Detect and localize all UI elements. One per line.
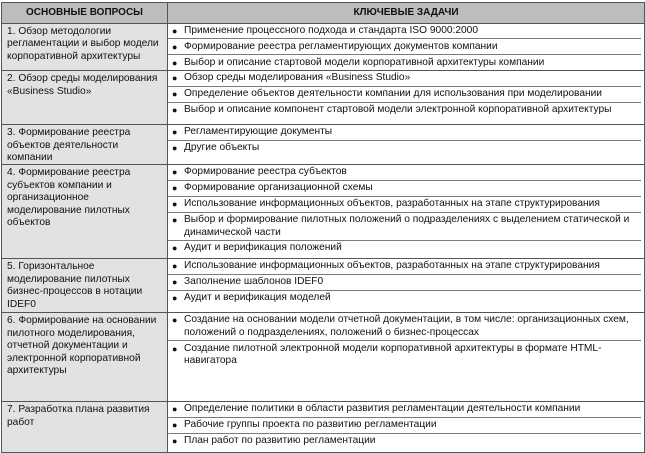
task-item	[168, 104, 641, 117]
task-item	[168, 292, 641, 305]
task-text: Применение процессного подхода и стандарта ISO 9000:2000	[184, 25, 479, 36]
bullet-icon: ●	[172, 315, 178, 326]
tasks-cell	[168, 313, 645, 402]
bullet-icon: ●	[172, 199, 178, 210]
question-cell: 7. Разработка плана развития работ	[2, 402, 168, 453]
task-item	[168, 242, 641, 255]
task-item	[168, 72, 641, 86]
task-item	[168, 57, 641, 70]
task-item	[168, 41, 641, 55]
task-text: Формирование реестра субъектов	[184, 166, 347, 178]
task-item	[168, 260, 641, 274]
task-item	[168, 403, 641, 417]
task-text: Использование информационных объектов, разработанных на этапе структурирования	[184, 198, 600, 210]
tasks-cell	[168, 125, 645, 165]
task-text: Другие объекты	[184, 142, 260, 154]
table-row	[2, 259, 645, 313]
task-text: Выбор и описание стартовой модели корпоративной архитектуры компании	[184, 56, 545, 68]
bullet-icon: ●	[172, 143, 178, 154]
question-cell: 4. Формирование реестра субъектов компании и организационное моделирование пилотных объектов	[2, 165, 168, 259]
question-cell: 2. Обзор среды моделирования «Business Studio»	[2, 71, 168, 125]
bullet-icon: ●	[172, 261, 178, 272]
bullet-icon: ●	[172, 57, 178, 68]
tasks-cell	[168, 71, 645, 125]
task-text: Аудит и верификация положений	[184, 242, 342, 254]
bullet-icon: ●	[172, 215, 178, 226]
bullet-icon: ●	[172, 127, 178, 138]
header-questions: ОСНОВНЫЕ ВОПРОСЫ	[2, 3, 168, 24]
task-item	[168, 435, 641, 448]
bullet-icon: ●	[172, 243, 178, 254]
table-row	[2, 313, 645, 402]
task-text: Выбор и описание компонент стартовой модели электронной корпоративной архитектуры	[184, 104, 612, 116]
task-item	[168, 88, 641, 102]
task-text: Обзор среды моделирования «Business Studio»	[184, 72, 411, 84]
question-cell: 5. Горизонтальное моделирование пилотных бизнес-процессов в нотации IDEF0	[2, 259, 168, 313]
tasks-cell	[168, 165, 645, 259]
bullet-icon: ●	[172, 41, 178, 52]
bullet-icon: ●	[172, 167, 178, 178]
bullet-icon: ●	[172, 404, 178, 415]
plan-table	[1, 2, 645, 453]
table-row	[2, 402, 645, 453]
task-text: Определение политики в области развития регламентации деятельности компании	[184, 403, 581, 415]
bullet-icon: ●	[172, 105, 178, 116]
table-row	[2, 125, 645, 165]
task-item	[168, 126, 641, 140]
question-cell: 3. Формирование реестра объектов деятельности компании	[2, 125, 168, 165]
task-text: Использование информационных объектов, разработанных на этапе структурирования	[184, 260, 600, 272]
task-item	[168, 343, 641, 369]
table-row	[2, 165, 645, 259]
task-item	[168, 276, 641, 290]
task-item	[168, 214, 641, 241]
task-text: Аудит и верификация моделей	[184, 292, 331, 304]
table-row	[2, 24, 645, 71]
task-text: Регламентирующие документы	[184, 126, 333, 138]
question-cell: 6. Формирование на основании пилотного моделирования, отчетной документации и электронной корпоративной архитектуры	[2, 313, 168, 402]
bullet-icon: ●	[172, 26, 178, 36]
task-text: Формирование организационной схемы	[184, 182, 373, 194]
bullet-icon: ●	[172, 183, 178, 194]
task-text: Выбор и формирование пилотных положений о подразделениях с выделением статической и динамической части	[184, 214, 630, 238]
task-item	[168, 419, 641, 433]
task-item	[168, 166, 641, 180]
bullet-icon: ●	[172, 436, 178, 447]
task-text: Рабочие группы проекта по развитию регламентации	[184, 419, 437, 431]
task-item	[168, 25, 641, 39]
question-cell: 1. Обзор методологии регламентации и выбор модели корпоративной архитектуры	[2, 24, 168, 71]
header-tasks: КЛЮЧЕВЫЕ ЗАДАЧИ	[168, 3, 645, 24]
task-text: Создание пилотной электронной модели корпоративной архитектуры в формате HTML-навигатора	[184, 342, 602, 367]
tasks-cell	[168, 24, 645, 71]
bullet-icon: ●	[172, 277, 178, 288]
task-item	[168, 142, 641, 155]
task-text: Определение объектов деятельности компании для использования при моделировании	[184, 88, 602, 100]
task-text: Создание на основании модели отчетной документации, в том числе: организационных схем, положений о подразделениях, положений о бизнес-процессах	[184, 314, 629, 338]
task-text: Формирование реестра регламентирующих документов компании	[184, 40, 498, 52]
table-row	[2, 71, 645, 125]
task-item	[168, 182, 641, 196]
bullet-icon: ●	[172, 293, 178, 304]
tasks-cell	[168, 402, 645, 453]
tasks-cell	[168, 259, 645, 313]
bullet-icon: ●	[172, 420, 178, 431]
bullet-icon: ●	[172, 73, 178, 84]
bullet-icon: ●	[172, 343, 178, 354]
header-row	[2, 3, 645, 24]
task-text: План работ по развитию регламентации	[184, 435, 376, 447]
task-item	[168, 314, 641, 341]
task-text: Заполнение шаблонов IDEF0	[184, 276, 324, 288]
task-item	[168, 198, 641, 212]
bullet-icon: ●	[172, 89, 178, 100]
